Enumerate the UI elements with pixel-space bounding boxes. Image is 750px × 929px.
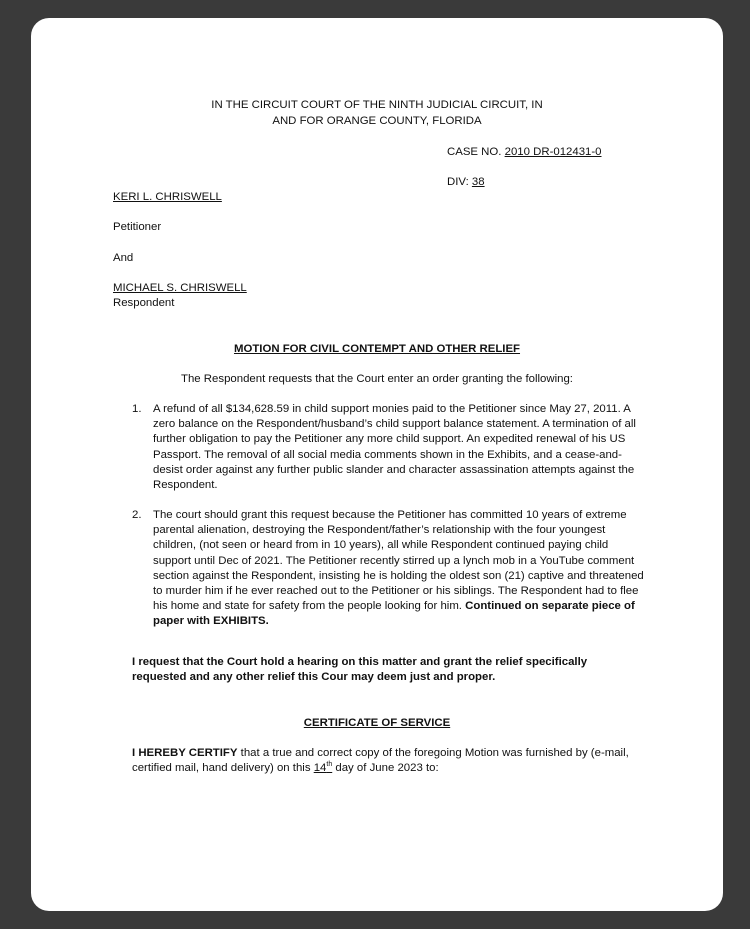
case-number-value: 2010 DR-012431-0 bbox=[504, 146, 602, 158]
court-heading-line-2: AND FOR ORANGE COUNTY, FLORIDA bbox=[272, 115, 482, 127]
document-page bbox=[31, 18, 723, 911]
motion-intro: The Respondent requests that the Court enter an order granting the following: bbox=[181, 373, 573, 385]
certificate-text-part2: day of June 2023 to: bbox=[332, 762, 439, 775]
division-line bbox=[447, 175, 485, 190]
and-label: And bbox=[113, 252, 134, 264]
certificate-title: CERTIFICATE OF SERVICE bbox=[303, 717, 451, 729]
item-2-continued-note: Continued on separate piece of paper with EXHIBITS. bbox=[153, 600, 635, 628]
division-label: DIV: bbox=[447, 176, 469, 188]
petitioner-name: KERI L. CHRISWELL bbox=[113, 191, 222, 203]
certificate-day-number: 14 bbox=[313, 762, 327, 775]
case-number-line bbox=[447, 145, 602, 160]
case-number-label: CASE NO. bbox=[447, 146, 502, 158]
item-1-number: 1. bbox=[132, 403, 142, 415]
item-1-text: A refund of all $134,628.59 in child support monies paid to the Petitioner since May 27, 2011. A zero balance on the Respondent/husband’s child support balance statement. A termination of all further obligation to pay the Petitioner any more child support. An expedited renewal of his US Passport. The removal of all social media comments shown in the Exhibits, and a cease-and-desist order against any further public slander and character assassination attempts against the Respondent. bbox=[153, 403, 636, 492]
court-heading-line-1: IN THE CIRCUIT COURT OF THE NINTH JUDICIAL CIRCUIT, IN bbox=[211, 99, 543, 111]
respondent-name: MICHAEL S. CHRISWELL bbox=[113, 282, 247, 294]
item-2-number: 2. bbox=[132, 509, 142, 521]
respondent-role: Respondent bbox=[113, 297, 175, 309]
certificate-text bbox=[132, 746, 632, 776]
petitioner-role: Petitioner bbox=[113, 221, 162, 233]
certificate-day-suffix: th bbox=[326, 761, 333, 769]
item-2-text: The court should grant this request because the Petitioner has committed 10 years of extreme parental alienation, destroying the Respondent/father’s relationship with the four youngest children, (not seen or heard from in 10 years), all while Respondent continued paying child support until Dec of 2021. The Petitioner recently stirred up a lynch mob in a YouTube comment section against the Respondent, insisting he is holding the oldest son (21) captive and threatened to murder him if he ever reached out to the Petitioner or his siblings. The Respondent had to flee his home and state for safety from the people looking for him. bbox=[153, 509, 644, 613]
certificate-text-part1: that a true and correct copy of the foregoing Motion was furnished by (e-mail, certified mail, hand delivery) on this bbox=[132, 747, 629, 775]
item-2-block bbox=[153, 508, 645, 630]
hearing-request: I request that the Court hold a hearing on this matter and grant the relief specifically requested and any other relief this Cour may deem just and proper. bbox=[132, 656, 588, 684]
division-value: 38 bbox=[471, 176, 485, 188]
motion-title: MOTION FOR CIVIL CONTEMPT AND OTHER RELIEF bbox=[233, 343, 521, 355]
certificate-bold-lead: I HEREBY CERTIFY bbox=[132, 747, 238, 759]
certificate-day bbox=[314, 762, 333, 774]
